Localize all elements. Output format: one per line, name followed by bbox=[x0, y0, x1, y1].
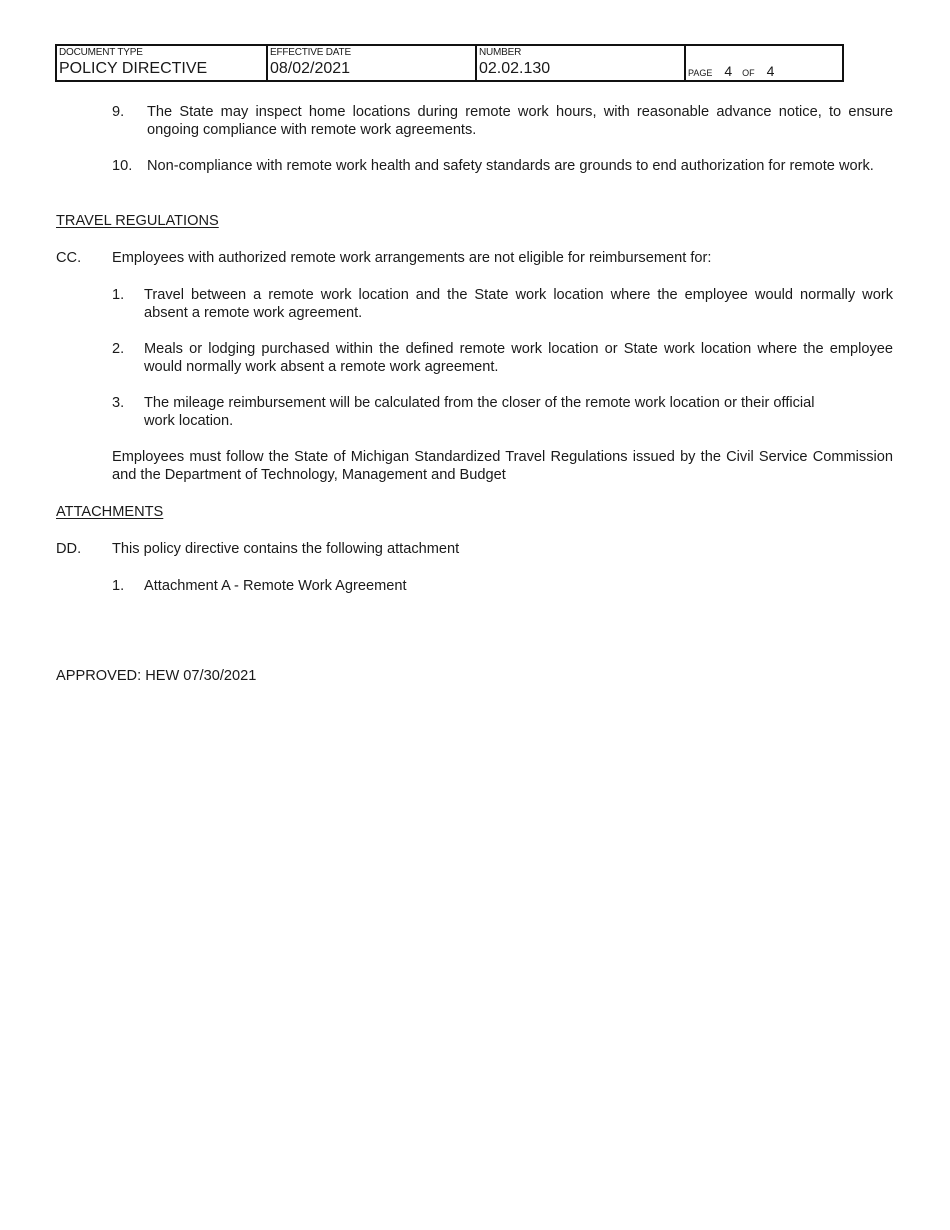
effective-date-value: 08/02/2021 bbox=[270, 60, 351, 77]
approved-line: APPROVED: HEW 07/30/2021 bbox=[56, 668, 257, 684]
section-dd-text: This policy directive contains the following attachment bbox=[112, 541, 460, 557]
number-cell bbox=[477, 46, 686, 80]
doc-type-label: DOCUMENT TYPE bbox=[59, 47, 143, 58]
of-label: OF bbox=[742, 68, 755, 78]
page-total: 4 bbox=[766, 63, 775, 79]
travel-item-2-text: Meals or lodging purchased within the defined remote work location or State work location where the employee would normally work absent a remote work agreement. bbox=[144, 341, 893, 375]
number-value: 02.02.130 bbox=[479, 60, 551, 77]
item-10-text: Non-compliance with remote work health and safety standards are grounds to end authorization for remote work. bbox=[147, 158, 874, 174]
section-cc-text: Employees with authorized remote work arrangements are not eligible for reimbursement for: bbox=[112, 250, 712, 266]
attachments-heading: ATTACHMENTS bbox=[56, 504, 164, 520]
effective-date-label: EFFECTIVE DATE bbox=[270, 47, 351, 58]
travel-item-2-number: 2. bbox=[112, 341, 125, 357]
section-cc-label: CC. bbox=[56, 250, 82, 266]
number-label: NUMBER bbox=[479, 47, 522, 58]
page-indicator bbox=[688, 63, 774, 79]
effective-date-cell bbox=[268, 46, 477, 80]
attachment-item-1-number: 1. bbox=[112, 578, 125, 594]
doc-type-cell bbox=[57, 46, 268, 80]
travel-item-3-line-2: work location. bbox=[144, 413, 234, 429]
item-9-text: The State may inspect home locations during remote work hours, with reasonable advance notice, to ensure ongoing compliance with remote work agreements. bbox=[147, 104, 893, 138]
section-dd-label: DD. bbox=[56, 541, 82, 557]
item-9-number: 9. bbox=[112, 104, 125, 120]
attachment-item-1-text: Attachment A - Remote Work Agreement bbox=[144, 578, 407, 594]
travel-item-3-text bbox=[144, 394, 893, 430]
doc-type-value: POLICY DIRECTIVE bbox=[59, 60, 208, 77]
travel-regulations-heading: TRAVEL REGULATIONS bbox=[56, 213, 219, 229]
travel-item-3-line-1: The mileage reimbursement will be calculated from the closer of the remote work location or their official bbox=[144, 395, 815, 411]
page-current: 4 bbox=[724, 63, 733, 79]
page-cell bbox=[686, 46, 842, 80]
travel-item-1-text: Travel between a remote work location and the State work location where the employee would normally work absent a remote work agreement. bbox=[144, 287, 893, 321]
item-10-number: 10. bbox=[112, 158, 133, 174]
page-label: PAGE bbox=[688, 68, 713, 78]
travel-item-3-number: 3. bbox=[112, 395, 125, 411]
travel-item-1-number: 1. bbox=[112, 287, 125, 303]
travel-closing-text: Employees must follow the State of Michigan Standardized Travel Regulations issued by the Civil Service Commission and the Department of Technology, Management and Budget bbox=[112, 449, 893, 483]
document-header-table bbox=[55, 44, 844, 82]
